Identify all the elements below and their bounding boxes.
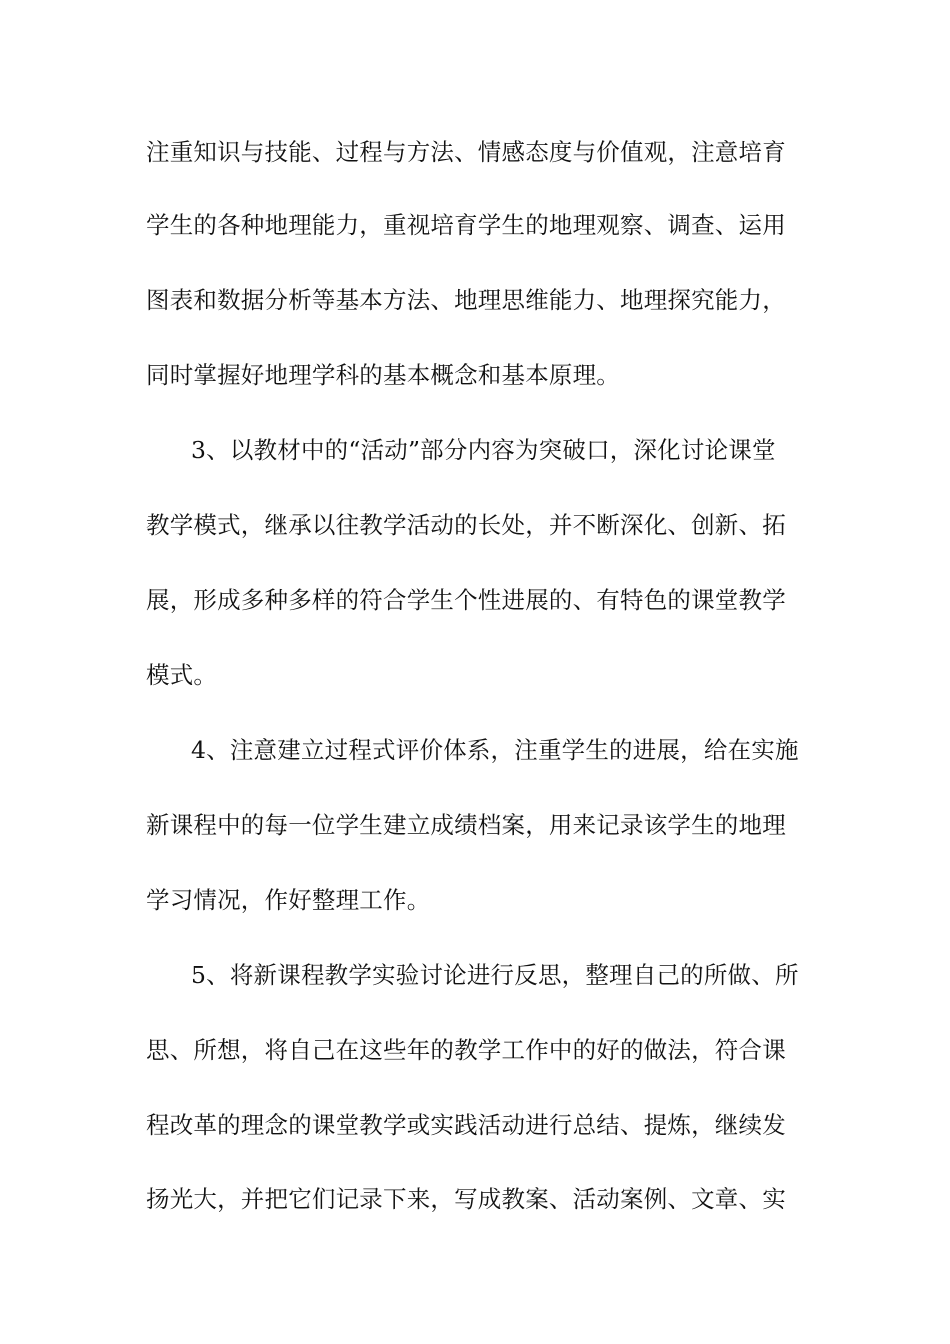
text-line: 学生的各种地理能力，重视培育学生的地理观察、调查、运用 [146, 211, 786, 239]
text-line: 图表和数据分析等基本方法、地理思维能力、地理探究能力， [146, 286, 786, 314]
text-line: 思、所想，将自己在这些年的教学工作中的好的做法，符合课 [146, 1036, 786, 1064]
text-line: 同时掌握好地理学科的基本概念和基本原理。 [146, 361, 620, 389]
text-line: 模式。 [146, 661, 218, 689]
text-line: 展，形成多种多样的符合学生个性进展的、有特色的课堂教学 [146, 586, 786, 614]
text-line: 教学模式，继承以往教学活动的长处，并不断深化、创新、拓 [146, 511, 786, 539]
paragraph-4-first-line: 4、注意建立过程式评价体系，注重学生的进展，给在实施 [191, 736, 799, 764]
text-line: 程改革的理念的课堂教学或实践活动进行总结、提炼，继续发 [146, 1111, 786, 1139]
text-line: 扬光大，并把它们记录下来，写成教案、活动案例、文章、实 [146, 1185, 786, 1213]
paragraph-3-first-line: 3、以教材中的“活动”部分内容为突破口，深化讨论课堂 [191, 436, 776, 464]
text-line: 新课程中的每一位学生建立成绩档案，用来记录该学生的地理 [146, 811, 786, 839]
text-line: 注重知识与技能、过程与方法、情感态度与价值观，注意培育 [146, 138, 786, 166]
paragraph-5-first-line: 5、将新课程教学实验讨论进行反思，整理自己的所做、所 [191, 961, 799, 989]
text-line: 学习情况，作好整理工作。 [146, 886, 431, 914]
